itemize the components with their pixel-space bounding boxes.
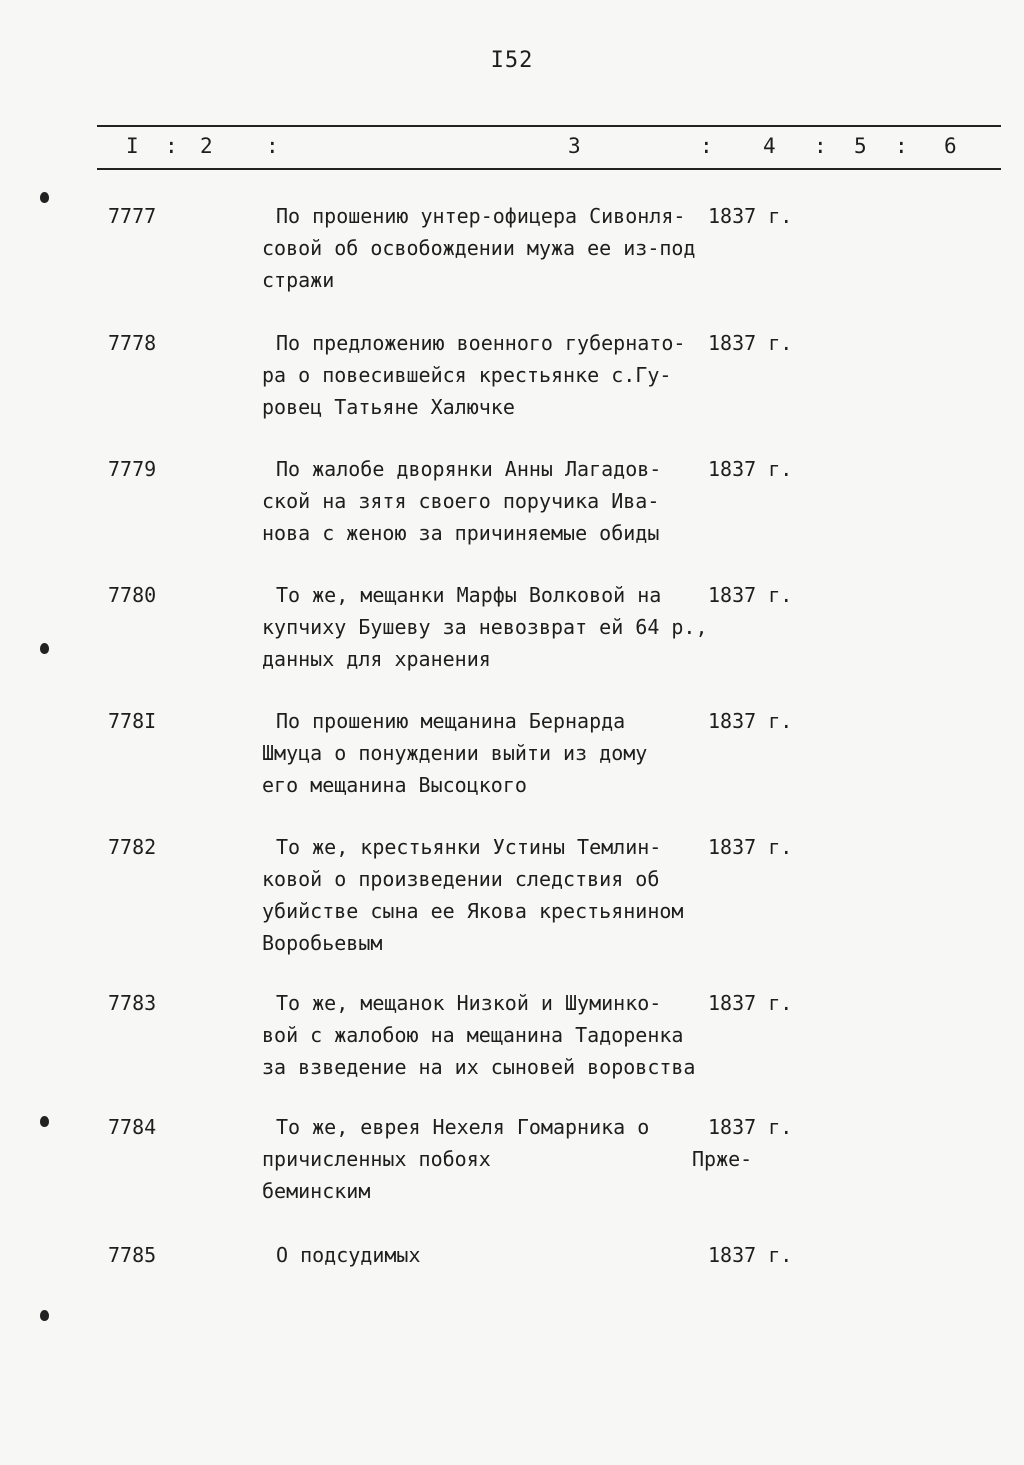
punch-mark — [40, 643, 49, 654]
record-year: 1837 г. — [708, 1243, 793, 1267]
record-text-line: причисленных побоях — [262, 1147, 491, 1171]
punch-mark — [40, 192, 49, 203]
column-separator: : — [700, 134, 713, 158]
record-year: 1837 г. — [708, 991, 793, 1015]
page-number: I52 — [490, 48, 534, 73]
record-text-fragment: Прже- — [692, 1147, 753, 1171]
record-number: 7778 — [108, 331, 157, 355]
record-year: 1837 г. — [708, 204, 793, 228]
column-header-5: 5 — [854, 134, 867, 158]
record-text-line: По прошению мещанина Бернарда — [276, 709, 626, 733]
record-text-line: вой с жалобою на мещанина Тадоренка — [262, 1023, 684, 1047]
record-year: 1837 г. — [708, 331, 793, 355]
column-header-4: 4 — [763, 134, 776, 158]
column-header-1: I — [126, 134, 139, 158]
record-year: 1837 г. — [708, 583, 793, 607]
punch-mark — [40, 1116, 49, 1127]
record-text-line: ской на зятя своего поручика Ива- — [262, 489, 660, 513]
column-separator: : — [266, 134, 279, 158]
record-text-line: беминским — [262, 1179, 371, 1203]
column-separator: : — [165, 134, 178, 158]
header-top-rule — [97, 125, 1001, 127]
punch-mark — [40, 1310, 49, 1321]
record-text-line: По предложению военного губернато- — [276, 331, 686, 355]
record-text-line: ра о повесившейся крестьянке с.Гу- — [262, 363, 672, 387]
record-text-line: данных для хранения — [262, 647, 491, 671]
record-number: 7779 — [108, 457, 157, 481]
record-text-line: Воробьевым — [262, 931, 383, 955]
record-text-line: стражи — [262, 268, 335, 292]
column-header-2: 2 — [200, 134, 213, 158]
record-text-line: нова с женою за причиняемые обиды — [262, 521, 660, 545]
record-text-line: То же, мещанки Марфы Волковой на — [276, 583, 662, 607]
column-header-6: 6 — [944, 134, 957, 158]
record-number: 7777 — [108, 204, 157, 228]
record-number: 7785 — [108, 1243, 157, 1267]
record-text-line: То же, еврея Нехеля Гомарника о — [276, 1115, 650, 1139]
record-text-line: ковой о произведении следствия об — [262, 867, 660, 891]
column-header-3: 3 — [568, 134, 581, 158]
column-separator: : — [895, 134, 908, 158]
record-year: 1837 г. — [708, 1115, 793, 1139]
record-text-line: совой об освобождении мужа ее из-под — [262, 236, 696, 260]
record-text-line: По жалобе дворянки Анны Лагадов- — [276, 457, 662, 481]
record-text-line: убийстве сына ее Якова крестьянином — [262, 899, 684, 923]
record-text-line: за взведение на их сыновей воровства — [262, 1055, 696, 1079]
record-number: 778I — [108, 709, 157, 733]
record-text-line: По прошению унтер-офицера Сивонля- — [276, 204, 686, 228]
record-text-line: Шмуца о понуждении выйти из дому — [262, 741, 648, 765]
record-text-line: О подсудимых — [276, 1243, 421, 1267]
record-year: 1837 г. — [708, 835, 793, 859]
record-text-line: То же, мещанок Низкой и Шуминко- — [276, 991, 662, 1015]
record-text-line: купчиху Бушеву за невозврат ей 64 р., — [262, 615, 708, 639]
record-year: 1837 г. — [708, 709, 793, 733]
record-text-line: ровец Татьяне Халючке — [262, 395, 515, 419]
column-separator: : — [814, 134, 827, 158]
record-text-line: его мещанина Высоцкого — [262, 773, 527, 797]
record-text-line: То же, крестьянки Устины Темлин- — [276, 835, 662, 859]
record-number: 7783 — [108, 991, 157, 1015]
record-number: 7782 — [108, 835, 157, 859]
record-year: 1837 г. — [708, 457, 793, 481]
record-number: 7784 — [108, 1115, 157, 1139]
header-bottom-rule — [97, 168, 1001, 170]
record-number: 7780 — [108, 583, 157, 607]
